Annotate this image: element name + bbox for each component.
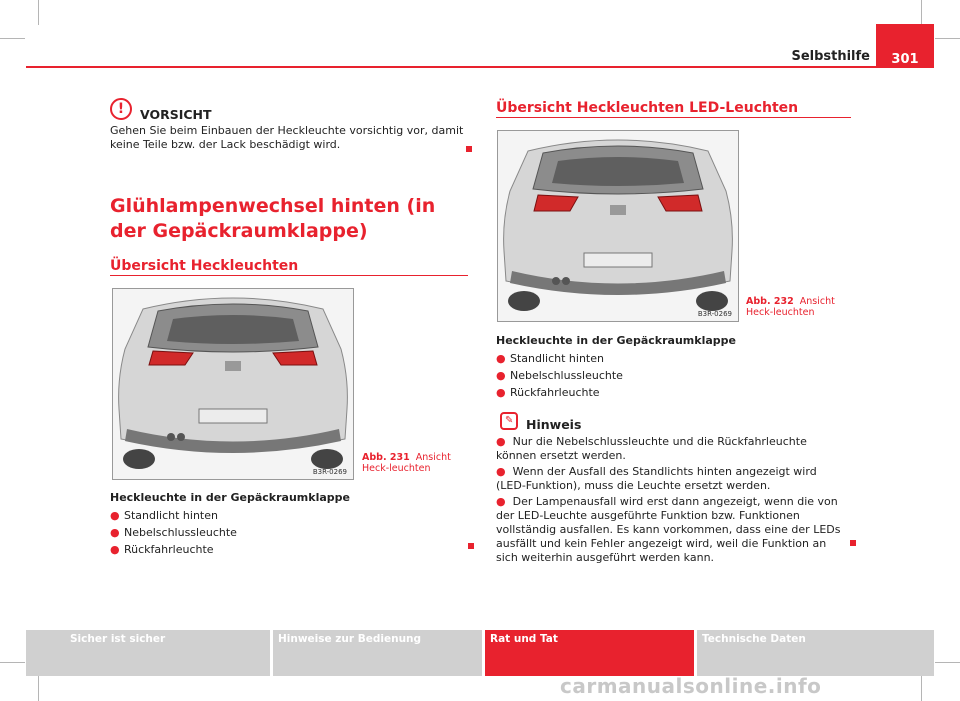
list-item: ● Rückfahrleuchte bbox=[110, 543, 214, 556]
caption-number: Abb. 232 bbox=[746, 296, 794, 307]
crop-mark bbox=[38, 0, 39, 25]
right-subheading: Übersicht Heckleuchten LED-Leuchten bbox=[496, 100, 799, 116]
note-title: Hinweis bbox=[526, 417, 582, 432]
figure-code: B3R-0269 bbox=[697, 310, 732, 318]
warning-title: VORSICHT bbox=[140, 107, 212, 122]
list-item: ● Rückfahrleuchte bbox=[496, 386, 600, 399]
header-rule bbox=[26, 66, 934, 68]
figure-232 bbox=[497, 130, 739, 322]
crop-mark bbox=[935, 38, 960, 39]
crop-mark bbox=[38, 676, 39, 701]
list-item: ● Nebelschlussleuchte bbox=[110, 526, 237, 539]
watermark: carmanualsonline.info bbox=[560, 674, 822, 698]
section-end-mark bbox=[466, 146, 472, 152]
figure-caption bbox=[362, 452, 466, 474]
footer-tab-rat-und-tat[interactable]: Rat und Tat bbox=[485, 630, 694, 676]
car-rear-illustration bbox=[113, 289, 353, 479]
warning-icon: ! bbox=[110, 98, 132, 120]
crop-mark bbox=[0, 662, 25, 663]
list-title: Heckleuchte in der Gepäckraumklappe bbox=[496, 334, 736, 347]
left-subheading: Übersicht Heckleuchten bbox=[110, 258, 299, 274]
page-heading: Glühlampenwechsel hinten (in der Gepäckraumklappe) bbox=[110, 195, 436, 242]
left-subheading-rule bbox=[110, 275, 468, 276]
list-item: ● Standlicht hinten bbox=[110, 509, 218, 522]
crop-mark bbox=[935, 662, 960, 663]
car-rear-led-illustration bbox=[498, 131, 738, 321]
caption-text: Ansicht Heck-leuchten bbox=[362, 452, 451, 474]
caption-number: Abb. 231 bbox=[362, 452, 410, 463]
figure-code: B3R-0269 bbox=[312, 468, 347, 476]
caption-text: Ansicht Heck-leuchten bbox=[746, 296, 835, 318]
section-title: Selbsthilfe bbox=[791, 49, 870, 64]
note-icon: ✎ bbox=[500, 412, 518, 430]
right-subheading-rule bbox=[496, 117, 851, 118]
figure-231 bbox=[112, 288, 354, 480]
note-item: ● Wenn der Ausfall des Standlichts hinten angezeigt wird (LED-Funktion), muss die Leuchte ersetzt werden. bbox=[496, 465, 817, 492]
list-item: ● Standlicht hinten bbox=[496, 352, 604, 365]
note-item: ● Nur die Nebelschlussleuchte und die Rückfahrleuchte können ersetzt werden. bbox=[496, 435, 807, 462]
crop-mark bbox=[0, 38, 25, 39]
crop-mark bbox=[921, 0, 922, 25]
note-item: ● Der Lampenausfall wird erst dann angezeigt, wenn die von der LED-Leuchte ausgeführte Funktion bzw. Funktionen vollständig ausfallen. Es kann vorkommen, dass eine der LEDs ausfällt und kein Fehler angezeigt wird, weil die Funktion an sich weiterhin ausgeführt werden kann. bbox=[496, 495, 841, 564]
section-end-mark bbox=[850, 540, 856, 546]
warning-text: Gehen Sie beim Einbauen der Heckleuchte vorsichtig vor, damit keine Teile bzw. der Lack beschädigt wird. bbox=[110, 124, 464, 151]
footer-nav bbox=[26, 630, 934, 676]
footer-tab-technische-daten[interactable]: Technische Daten bbox=[697, 630, 934, 676]
section-end-mark bbox=[468, 543, 474, 549]
page-number: 301 bbox=[876, 24, 934, 68]
footer-tab-sicher[interactable]: Sicher ist sicher bbox=[26, 630, 270, 676]
footer-tab-bedienung[interactable]: Hinweise zur Bedienung bbox=[273, 630, 482, 676]
list-item: ● Nebelschlussleuchte bbox=[496, 369, 623, 382]
crop-mark bbox=[921, 676, 922, 701]
list-title: Heckleuchte in der Gepäckraumklappe bbox=[110, 491, 350, 504]
figure-caption bbox=[746, 296, 850, 318]
